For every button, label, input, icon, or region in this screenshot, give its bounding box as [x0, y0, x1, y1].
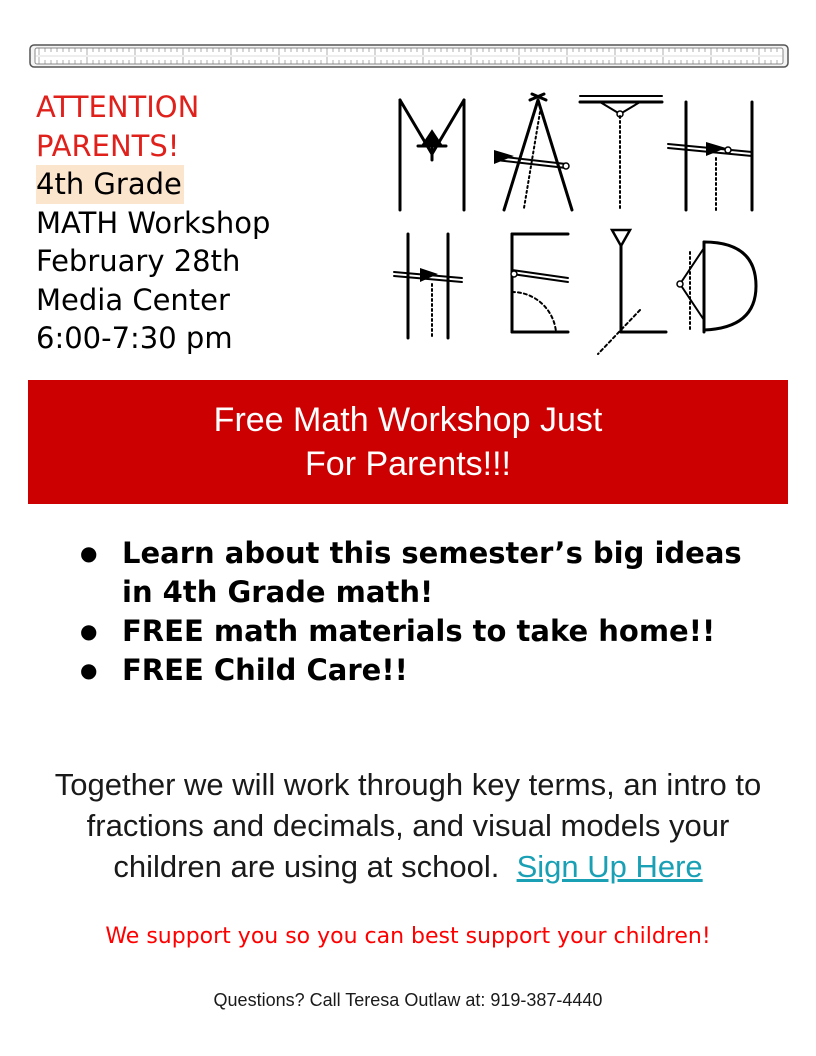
benefits-list [76, 534, 776, 690]
event-info [36, 88, 366, 358]
event-location: Media Center [36, 282, 230, 317]
sign-up-link[interactable]: Sign Up Here [516, 849, 703, 884]
event-time: 6:00-7:30 pm [36, 321, 233, 355]
contact-line: Questions? Call Teresa Outlaw at: 919-387-4440 [213, 990, 603, 1010]
attention-heading: ATTENTION [36, 90, 200, 124]
description-text: Together we will work through key terms, an intro to fractions and decimals, and visual models your children are using at school. [54, 767, 762, 884]
support-tagline: We support you so you can best support your children! [105, 924, 711, 949]
list-item: ● Learn about this semester’s big ideas in 4th Grade math! [76, 534, 776, 612]
list-item: ● FREE math materials to take home!! [76, 612, 776, 651]
ruler-image [29, 44, 789, 68]
list-item: ● FREE Child Care!! [76, 651, 776, 690]
workshop-label: MATH Workshop [36, 205, 271, 240]
headline-banner [28, 380, 788, 504]
banner-line-2: For Parents!!! [305, 445, 511, 483]
event-date: February 28th [36, 244, 241, 278]
banner-line-1: Free Math Workshop Just [213, 401, 603, 439]
math-help-logo [390, 92, 760, 358]
description-paragraph [40, 764, 776, 887]
parents-heading: PARENTS! [36, 128, 180, 163]
grade-label: 4th Grade [36, 165, 184, 204]
